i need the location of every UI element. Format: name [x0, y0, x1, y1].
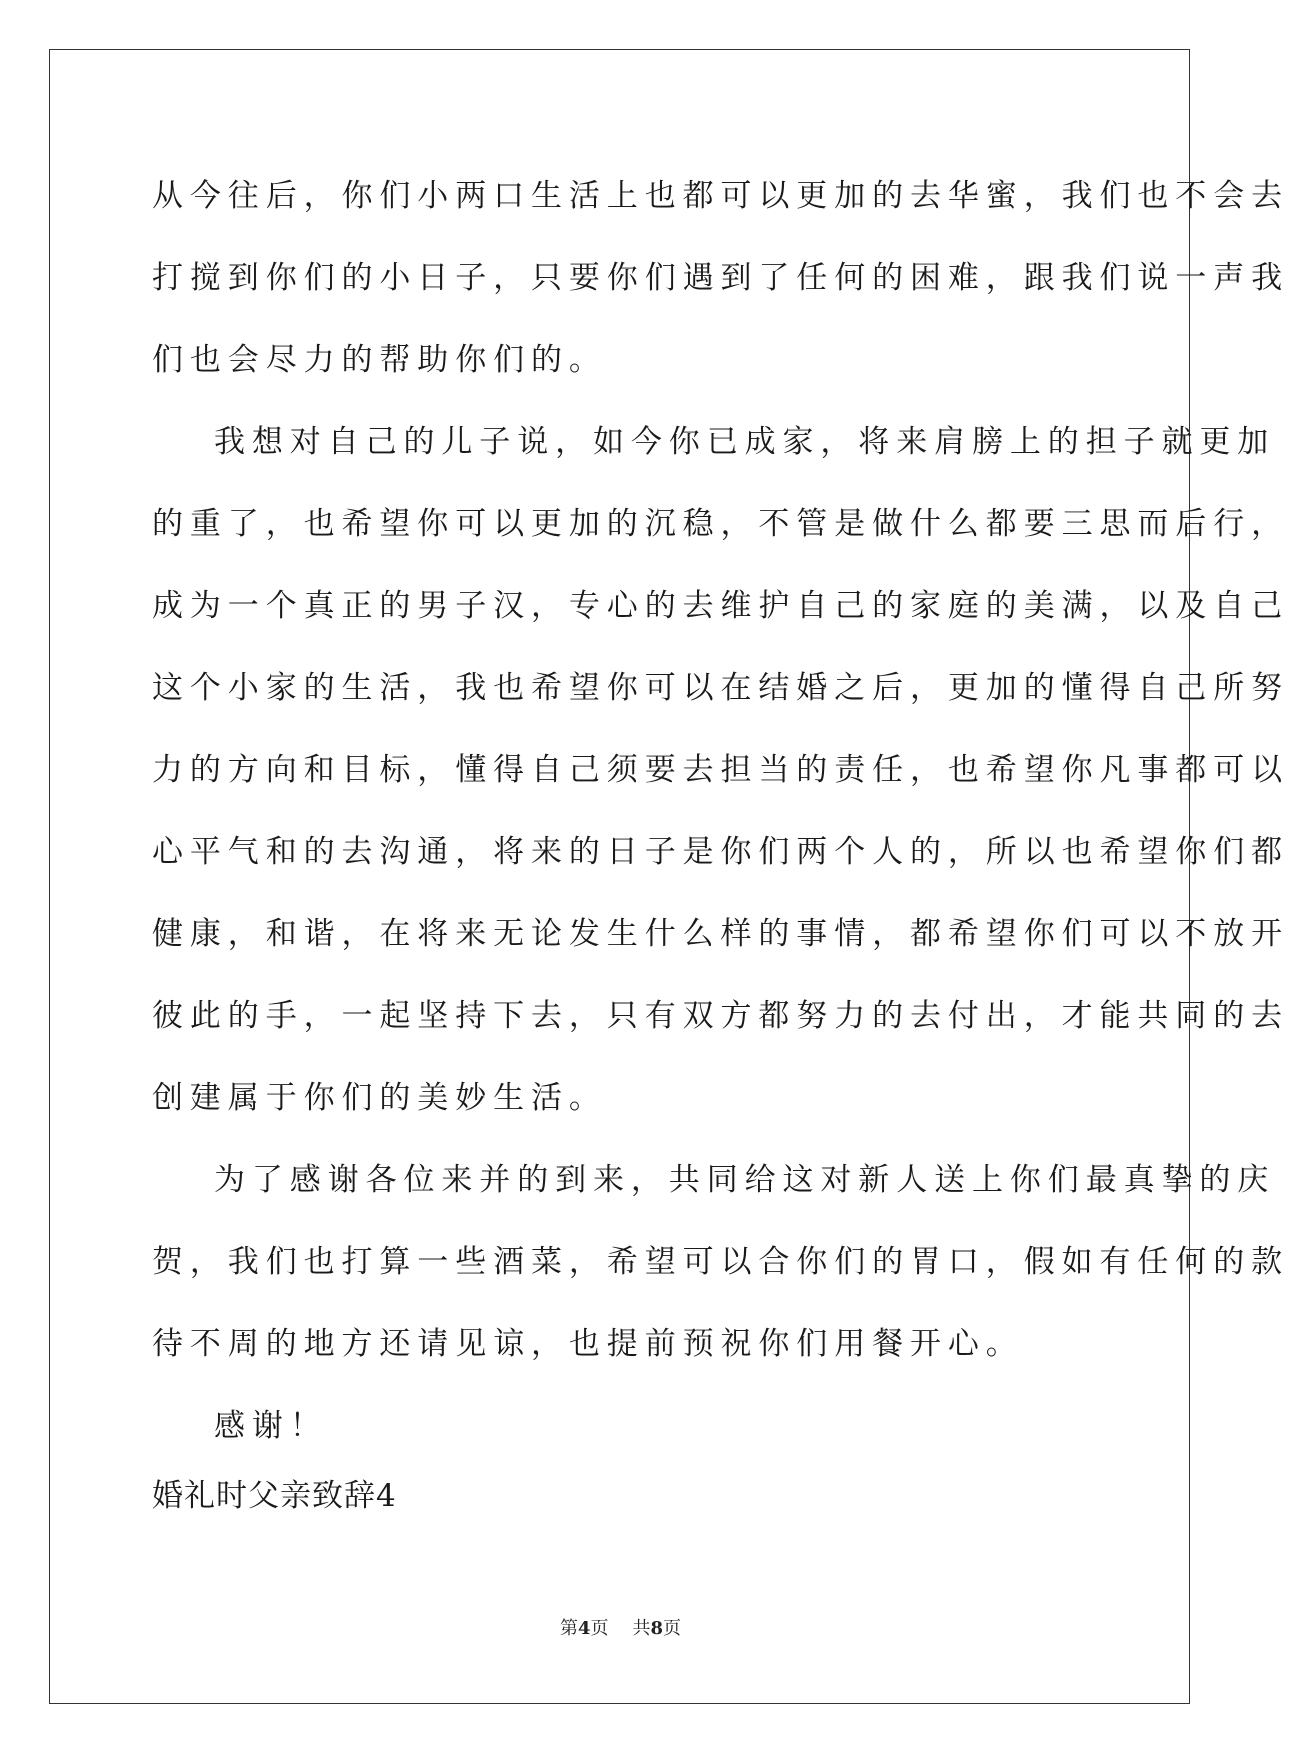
text-line: 打搅到你们的小日子，只要你们遇到了任何的困难，跟我们说一声我 [152, 260, 1289, 296]
document-body [152, 155, 1289, 1467]
text-line: 的重了，也希望你可以更加的沉稳，不管是做什么都要三思而后行， [152, 506, 1289, 542]
text-line: 力的方向和目标，懂得自己须要去担当的责任，也希望你凡事都可以 [152, 752, 1289, 788]
text-line: 待不周的地方还请见谅，也提前预祝你们用餐开心。 [152, 1326, 1024, 1362]
total-pages-number: 8 [650, 1618, 664, 1639]
text-line: 彼此的手，一起坚持下去，只有双方都努力的去付出，才能共同的去 [152, 998, 1289, 1034]
footer-total-suffix: 页 [663, 1618, 682, 1639]
text-line: 创建属于你们的美妙生活。 [152, 1080, 607, 1116]
text-line: 为了感谢各位来并的到来，共同给这对新人送上你们最真挚的庆 [214, 1162, 1276, 1198]
footer-prefix: 第 [559, 1618, 578, 1639]
text-line: 这个小家的生活，我也希望你可以在结婚之后，更加的懂得自己所努 [152, 670, 1289, 706]
section-heading: 婚礼时父亲致辞4 [152, 1478, 397, 1514]
text-line: 从今往后，你们小两口生活上也都可以更加的去华蜜，我们也不会去 [152, 178, 1289, 214]
footer-page-word: 页 [590, 1618, 609, 1639]
text-line: 我想对自己的儿子说，如今你已成家，将来肩膀上的担子就更加 [214, 424, 1276, 460]
text-line: 健康，和谐，在将来无论发生什么样的事情，都希望你们可以不放开 [152, 916, 1289, 952]
footer-total-prefix: 共 [632, 1618, 651, 1639]
text-line: 们也会尽力的帮助你们的。 [152, 342, 607, 378]
text-line: 感谢！ [214, 1408, 328, 1444]
text-line: 心平气和的去沟通，将来的日子是你们两个人的，所以也希望你们都 [152, 834, 1289, 870]
text-line: 成为一个真正的男子汉，专心的去维护自己的家庭的美满，以及自己 [152, 588, 1289, 624]
current-page-number: 4 [577, 1618, 591, 1639]
text-line: 贺，我们也打算一些酒菜，希望可以合你们的胃口，假如有任何的款 [152, 1244, 1289, 1280]
page-footer [0, 1614, 1241, 1640]
